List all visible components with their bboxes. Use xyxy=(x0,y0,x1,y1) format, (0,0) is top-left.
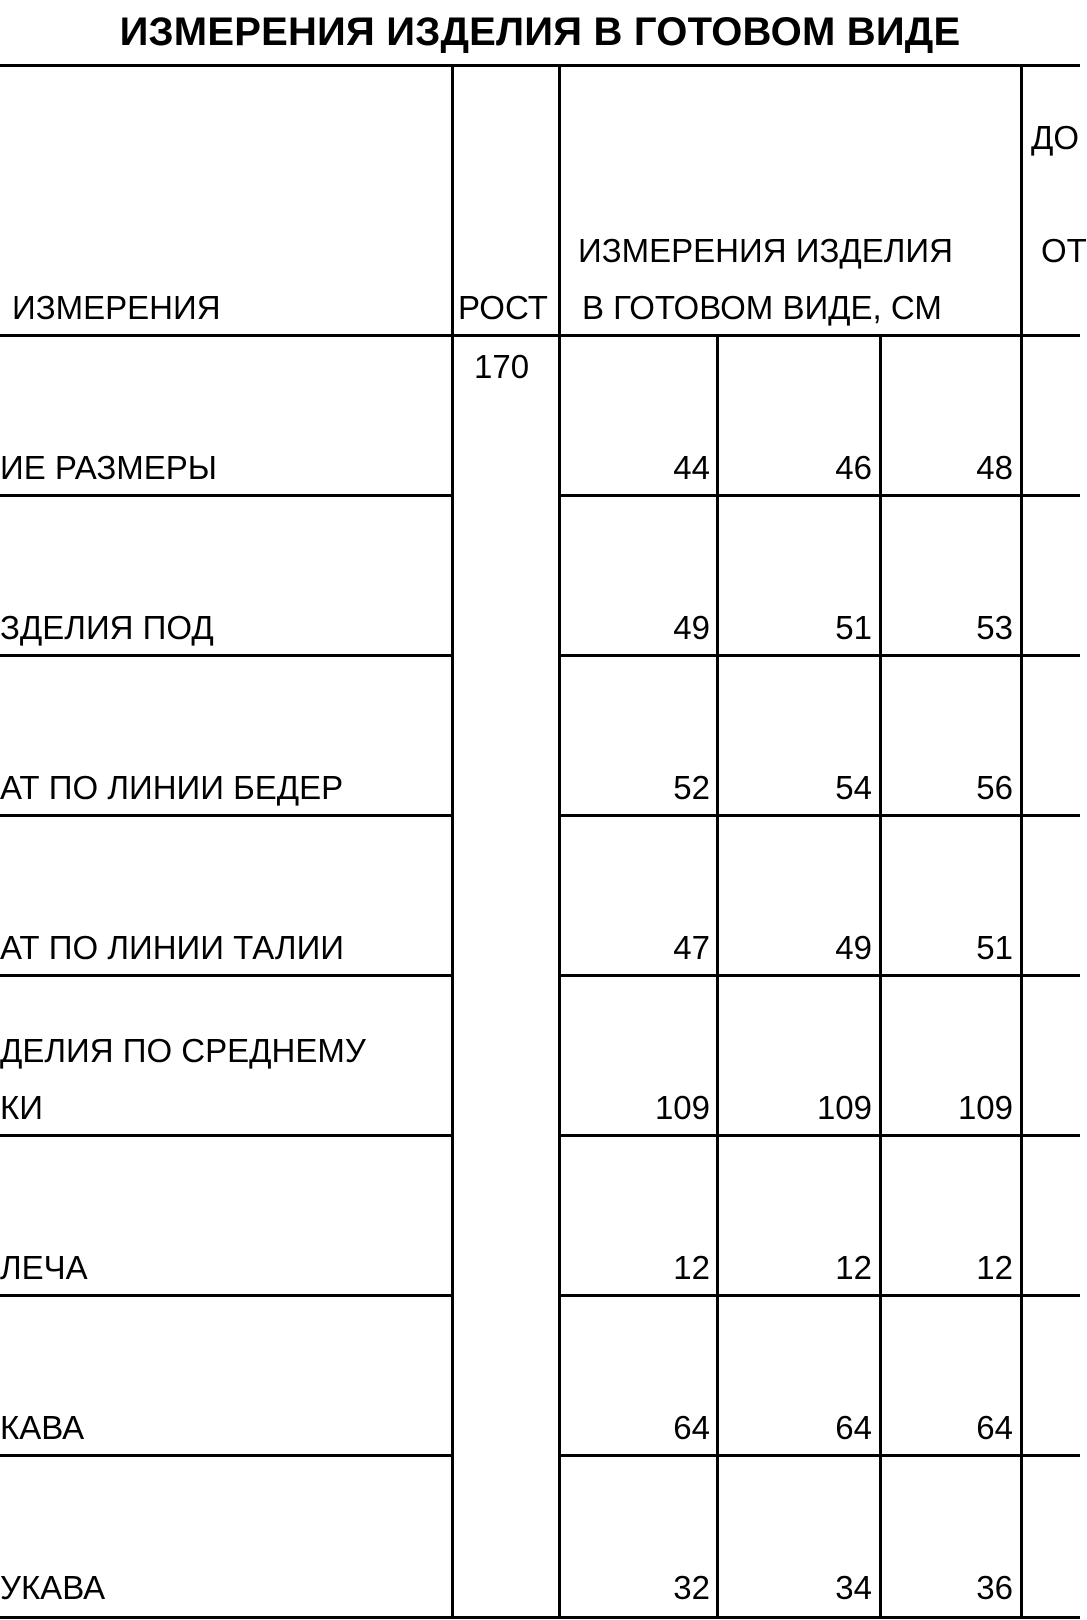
size-value-cell: 109 xyxy=(957,1089,1013,1126)
size-value-cell: 64 xyxy=(673,1409,710,1446)
size-value-cell: 51 xyxy=(976,929,1013,966)
size-value-cell: 64 xyxy=(976,1409,1013,1446)
size-value-cell: 49 xyxy=(835,929,872,966)
row-divider xyxy=(560,974,1080,977)
size-value-cell: 12 xyxy=(835,1249,872,1286)
row-divider xyxy=(0,1294,452,1297)
column-divider xyxy=(558,64,561,1619)
row-divider xyxy=(0,1134,452,1137)
size-value-cell: 49 xyxy=(673,609,710,646)
row-divider xyxy=(0,814,452,817)
size-value-cell: 32 xyxy=(673,1569,710,1606)
header-cut-label-line1: ДО xyxy=(1031,119,1080,156)
header-height-label: РОСТ xyxy=(458,289,548,326)
size-value-cell: 52 xyxy=(673,769,710,806)
header-sizes-label-line1: ИЗМЕРЕНИЯ ИЗДЕЛИЯ xyxy=(578,232,953,269)
size-value-cell: 12 xyxy=(673,1249,710,1286)
row-divider xyxy=(0,974,452,977)
size-value-cell: 12 xyxy=(976,1249,1013,1286)
table-bottom-border xyxy=(0,1616,1080,1619)
page-title: ИЗМЕРЕНИЯ ИЗДЕЛИЯ В ГОТОВОМ ВИДЕ xyxy=(119,10,961,54)
row-label: ЗДЕЛИЯ ПОД xyxy=(0,609,214,646)
row-divider xyxy=(560,1454,1080,1457)
row-label: УКАВА xyxy=(0,1569,106,1606)
size-value-cell: 46 xyxy=(835,449,872,486)
column-divider xyxy=(1020,64,1023,1619)
height-value: 170 xyxy=(474,348,530,385)
row-label: АТ ПО ЛИНИИ ТАЛИИ xyxy=(0,929,345,966)
size-value-cell: 64 xyxy=(835,1409,872,1446)
size-value-cell: 34 xyxy=(835,1569,872,1606)
row-label: КАВА xyxy=(0,1409,85,1446)
row-divider xyxy=(560,494,1080,497)
row-divider xyxy=(0,1454,452,1457)
header-measure-label: ИЗМЕРЕНИЯ xyxy=(12,289,221,326)
header-cut-label-line2: ОТ xyxy=(1041,232,1087,269)
size-value-cell: 47 xyxy=(673,929,710,966)
size-value-cell: 56 xyxy=(976,769,1013,806)
row-divider xyxy=(560,1294,1080,1297)
row-divider xyxy=(560,654,1080,657)
row-label: ЛЕЧА xyxy=(0,1249,88,1286)
row-label: АТ ПО ЛИНИИ БЕДЕР xyxy=(0,769,344,806)
size-value-cell: 109 xyxy=(816,1089,872,1126)
size-value-cell: 109 xyxy=(654,1089,710,1126)
row-label: КИ xyxy=(0,1089,43,1126)
column-divider xyxy=(716,334,719,1619)
table-top-border xyxy=(0,64,1080,67)
size-value-cell: 44 xyxy=(673,449,710,486)
size-value-cell: 53 xyxy=(976,609,1013,646)
header-sizes-label-line2: В ГОТОВОМ ВИДЕ, СМ xyxy=(582,289,942,326)
size-value-cell: 51 xyxy=(835,609,872,646)
row-label: ДЕЛИЯ ПО СРЕДНЕМУ xyxy=(0,1032,366,1069)
column-divider xyxy=(451,64,454,1619)
row-divider xyxy=(0,654,452,657)
row-divider xyxy=(560,814,1080,817)
header-divider xyxy=(0,334,1080,337)
row-label: ИЕ РАЗМЕРЫ xyxy=(0,449,217,486)
size-value-cell: 54 xyxy=(835,769,872,806)
size-value-cell: 36 xyxy=(976,1569,1013,1606)
row-divider xyxy=(560,1134,1080,1137)
row-divider xyxy=(0,494,452,497)
size-value-cell: 48 xyxy=(976,449,1013,486)
